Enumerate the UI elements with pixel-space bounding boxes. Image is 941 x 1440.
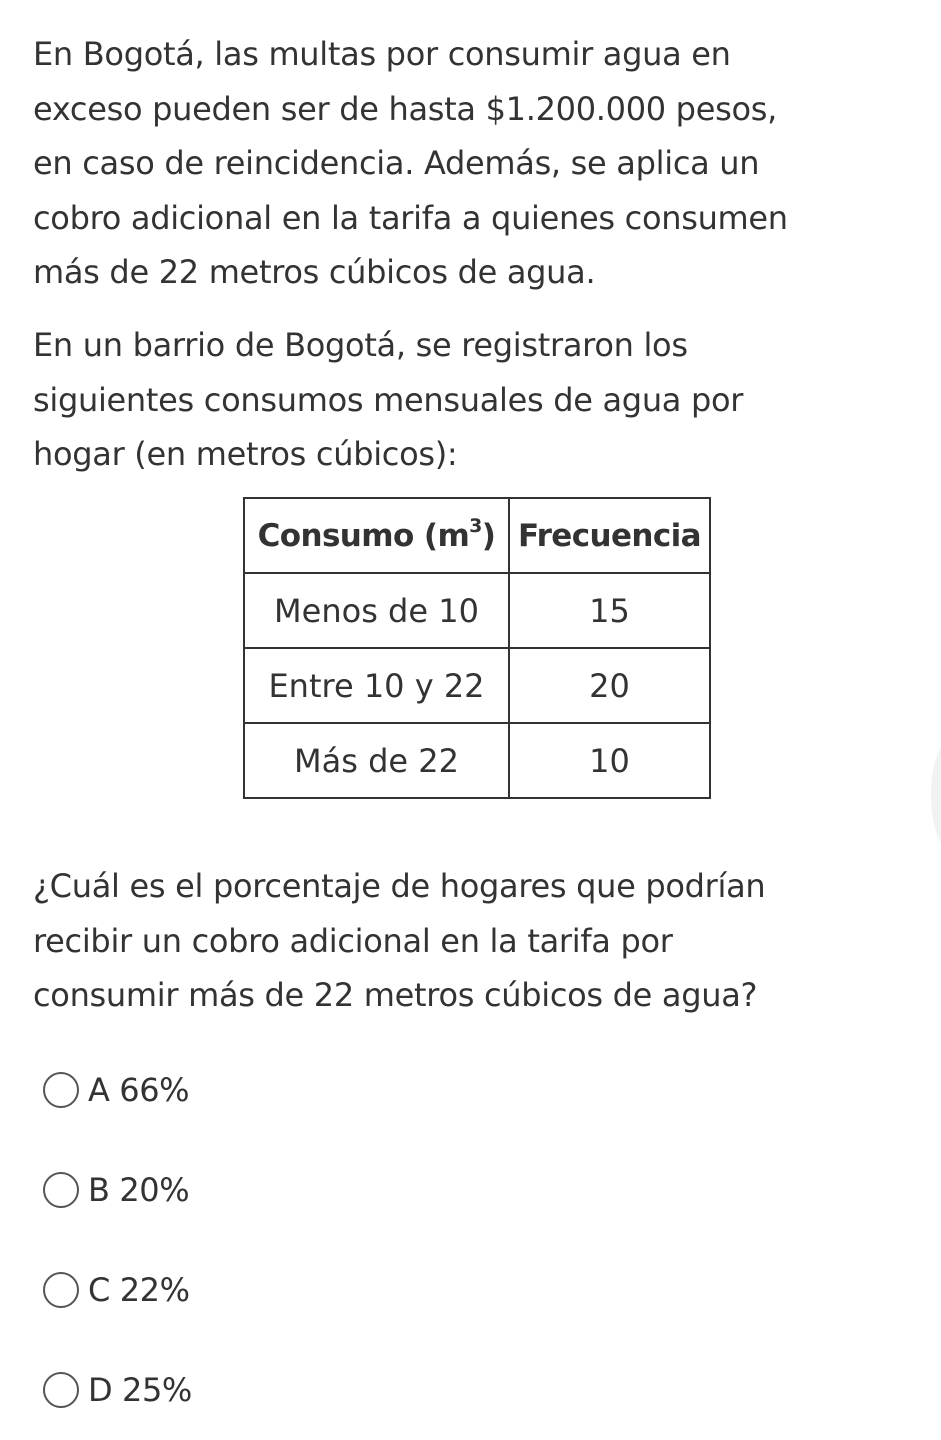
option-c[interactable] [43, 1240, 543, 1340]
intro-paragraph: En Bogotá, las multas por consumir agua en exceso pueden ser de hasta $1.200.000 pesos, en caso de reincidencia. Además, se aplica un cobro adicional en la tarifa a quienes consumen más de 22 metros cúbicos de agua. [33, 35, 788, 291]
table-row [244, 573, 710, 648]
radio-button-icon[interactable] [43, 1072, 79, 1108]
answer-options [43, 1040, 543, 1440]
radio-button-icon[interactable] [43, 1272, 79, 1308]
frecuencia-cell: 20 [509, 648, 710, 723]
header-frecuencia: Frecuencia [509, 498, 710, 573]
cubic-exponent: 3 [469, 514, 482, 537]
table-header-row [244, 498, 710, 573]
radio-button-icon[interactable] [43, 1372, 79, 1408]
consumo-cell: Más de 22 [244, 723, 509, 798]
table-row [244, 723, 710, 798]
consumption-table [243, 497, 711, 799]
question-prompt: ¿Cuál es el porcentaje de hogares que podrían recibir un cobro adicional en la tarifa por consumir más de 22 metros cúbicos de agua? [33, 867, 766, 1014]
scroll-edge-shadow [931, 740, 941, 850]
option-a[interactable] [43, 1040, 543, 1140]
table-row [244, 648, 710, 723]
frecuencia-cell: 15 [509, 573, 710, 648]
radio-button-icon[interactable] [43, 1172, 79, 1208]
header-consumo: Consumo $(m^3)$ [244, 498, 509, 573]
option-b[interactable] [43, 1140, 543, 1240]
consumo-cell: Menos de 10 [244, 573, 509, 648]
consumo-cell: Entre 10 y 22 [244, 648, 509, 723]
context-paragraph: En un barrio de Bogotá, se registraron los siguientes consumos mensuales de agua por hogar (en metros cúbicos): [33, 326, 744, 473]
option-label: A 66% [88, 1071, 190, 1109]
option-label: D 25% [88, 1371, 192, 1409]
option-d[interactable] [43, 1340, 543, 1440]
option-label: C 22% [88, 1271, 190, 1309]
frecuencia-cell: 10 [509, 723, 710, 798]
option-label: B 20% [88, 1171, 190, 1209]
